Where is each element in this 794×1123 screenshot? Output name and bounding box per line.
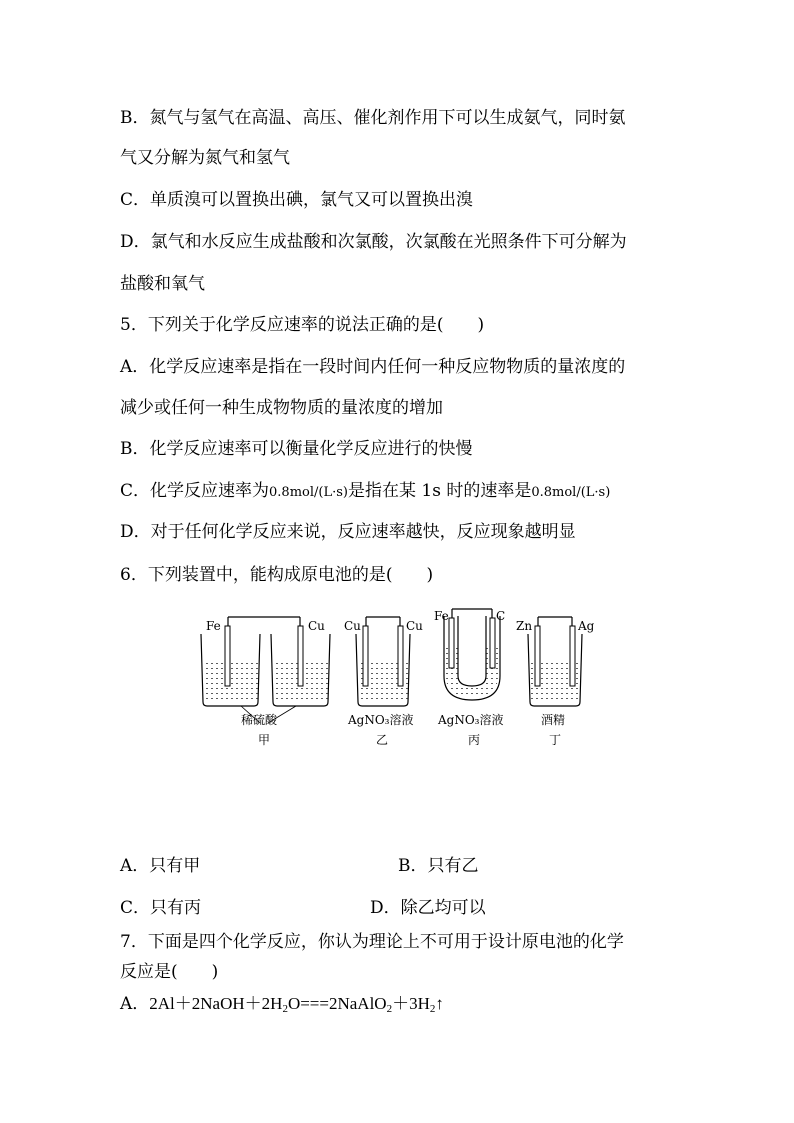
apparatus-jia xyxy=(201,617,330,747)
eq-part: ↑ xyxy=(435,994,444,1013)
jia-solution: 稀硫酸 xyxy=(241,713,278,727)
bing-label: 丙 xyxy=(468,733,481,747)
q5-option-a2: 减少或任何一种生成物物质的量浓度的增加 xyxy=(120,398,443,418)
bing-left-electrode: Fe xyxy=(434,609,449,623)
q7-option-a xyxy=(120,992,444,1021)
q5-option-a1: A．化学反应速率是指在一段时间内任何一种反应物物质的量浓度的 xyxy=(120,357,626,377)
q6-option-b: B．只有乙 xyxy=(398,856,479,876)
jia-left-electrode: Fe xyxy=(206,619,221,633)
galvanic-cell-figure xyxy=(196,606,616,756)
eq-part: ＋3H xyxy=(392,994,430,1013)
q6-stem: 6．下列装置中，能构成原电池的是( ) xyxy=(120,565,434,585)
q7-stem-1: 7．下面是四个化学反应，你认为理论上不可用于设计原电池的化学 xyxy=(120,932,624,952)
eq-part: 2Al＋2NaOH＋2H xyxy=(149,994,283,1013)
yi-solution: AgNO₃溶液 xyxy=(348,713,414,727)
line-d1: D．氯气和水反应生成盐酸和次氯酸，次氯酸在光照条件下可分解为 xyxy=(120,232,627,252)
yi-right-electrode: Cu xyxy=(406,619,423,633)
ding-left-electrode: Zn xyxy=(516,619,533,633)
bing-solution: AgNO₃溶液 xyxy=(438,713,504,727)
line-c: C．单质溴可以置换出碘，氯气又可以置换出溴 xyxy=(120,190,474,210)
ding-label: 丁 xyxy=(549,733,562,747)
q5-c-mid: 是指在某 1s 时的速率是 xyxy=(347,481,532,501)
eq-subscript: 2 xyxy=(386,1003,393,1015)
q5-option-c xyxy=(120,479,610,505)
q5-c-rate1: 0.8mol/(L·s) xyxy=(269,485,348,500)
q7-stem-2: 反应是( ) xyxy=(120,962,219,982)
q7-a-equation xyxy=(149,994,444,1013)
jia-right-electrode: Cu xyxy=(308,619,325,633)
line-d2: 盐酸和氧气 xyxy=(120,274,205,294)
q6-option-a: A．只有甲 xyxy=(120,856,201,876)
q5-option-b: B．化学反应速率可以衡量化学反应进行的快慢 xyxy=(120,439,473,459)
eq-subscript: 2 xyxy=(429,1003,436,1015)
apparatus-bing xyxy=(434,609,505,747)
jia-label: 甲 xyxy=(258,733,271,747)
q5-c-rate2: 0.8mol/(L·s) xyxy=(531,485,611,500)
q5-stem: 5．下列关于化学反应速率的说法正确的是( ) xyxy=(120,315,485,335)
q5-c-prefix: C．化学反应速率为 xyxy=(120,481,270,501)
ding-solution: 酒精 xyxy=(541,713,566,727)
line-b1: B．氮气与氢气在高温、高压、催化剂作用下可以生成氨气，同时氨 xyxy=(120,108,626,128)
q6-option-c: C．只有丙 xyxy=(120,898,202,918)
q5-option-d: D．对于任何化学反应来说，反应速率越快，反应现象越明显 xyxy=(120,522,576,542)
bing-right-electrode: C xyxy=(496,609,506,623)
ding-right-electrode: Ag xyxy=(578,619,595,633)
q7-a-prefix: A． xyxy=(120,994,150,1014)
yi-left-electrode: Cu xyxy=(344,619,361,633)
eq-subscript: 2 xyxy=(282,1003,288,1015)
line-b2: 气又分解为氮气和氢气 xyxy=(120,148,290,168)
apparatus-ding xyxy=(516,617,595,747)
apparatus-yi xyxy=(344,617,423,747)
eq-part: O===2NaAlO xyxy=(287,994,387,1013)
yi-label: 乙 xyxy=(376,733,389,747)
q6-option-d: D．除乙均可以 xyxy=(370,898,486,918)
